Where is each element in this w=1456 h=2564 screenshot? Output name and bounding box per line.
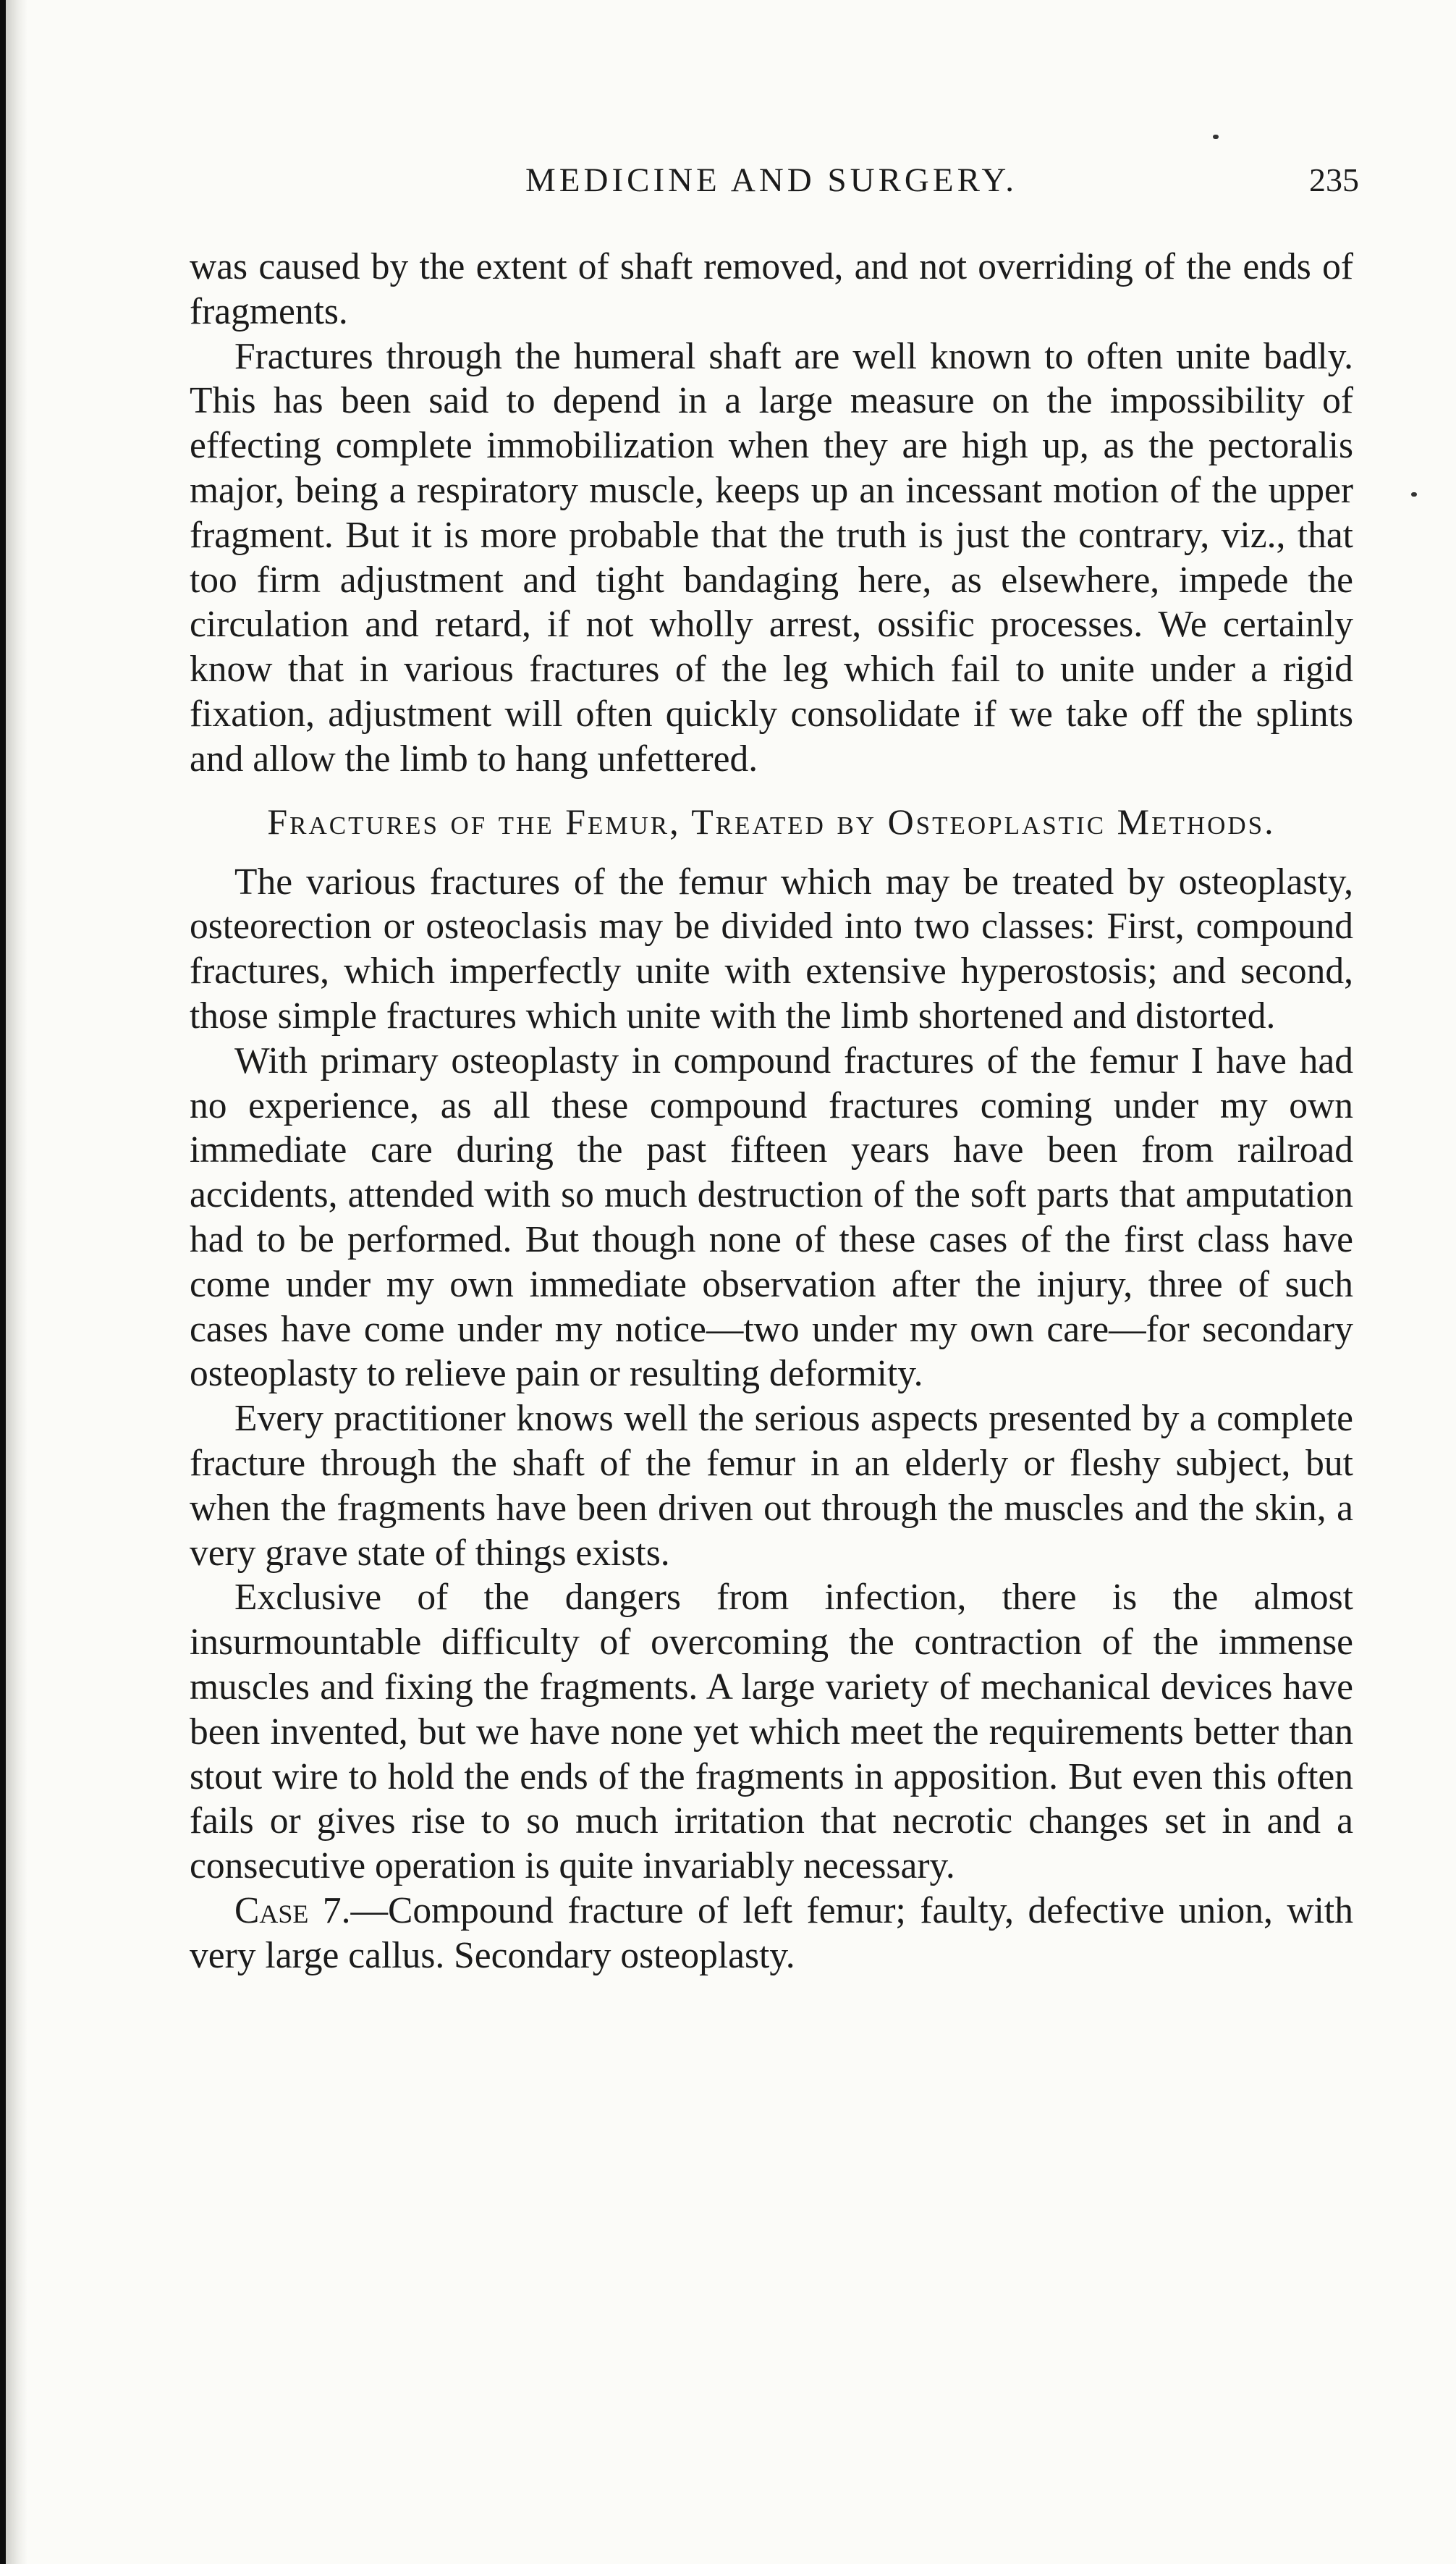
paragraph-femur-classes: The various fractures of the femur which may be treated by osteoplasty, osteorection or osteoclasis may be divided into two classes: First, compound fractures, which imperfectly unite with extensive hyperostosis; and second, those simple fractures which unite with the limb shortened and distorted. [190, 861, 1353, 1037]
running-title: MEDICINE AND SURGERY. [525, 161, 1017, 199]
binding-shadow [6, 0, 27, 2564]
paragraph-primary-osteoplasty: With primary osteoplasty in compound fractures of the femur I have had no experience, as all these compound fractures coming under my own immediate care during the past fifteen years have been from railroad accidents, attended with so much destruction of the soft parts that amputation had to be performed. But though none of these cases of the first class have come under my own immediate observation after the injury, three of such cases have come under my notice—two under my own care—for secondary osteoplasty to relieve pain or resulting deformity. [190, 1039, 1353, 1395]
binding-edge [0, 0, 6, 2564]
section-heading: Fractures of the Femur, Treated by Osteoplastic Methods. [267, 801, 1276, 842]
stray-ink-mark [1213, 135, 1219, 139]
paragraph-continuation: was caused by the extent of shaft removed, and not overriding of the ends of fragments. [190, 246, 1353, 332]
running-head [190, 161, 1359, 204]
stray-ink-mark [1411, 492, 1417, 497]
case-label: Case 7. [234, 1889, 351, 1931]
paragraph-practitioner: Every practitioner knows well the serious aspects presented by a complete fracture through the shaft of the femur in an elderly or fleshy subject, but when the fragments have been driven out through the muscles and the skin, a very grave state of things exists. [190, 1398, 1353, 1574]
paragraph-infection-dangers: Exclusive of the dangers from infection, there is the almost insurmountable difficulty of overcoming the contraction of the immense muscles and fixing the fragments. A large variety of mechanical devices have been invented, but we have none yet which meet the requirements better than stout wire to hold the ends of the fragments in apposition. But even this often fails or gives rise to so much irritation that necrotic changes set in and a consecutive operation is quite invariably necessary. [190, 1577, 1353, 1887]
page-number: 235 [1309, 161, 1359, 198]
body-text [190, 245, 1353, 1978]
paragraph-humeral-fractures: Fractures through the humeral shaft are well known to often unite badly. This has been said to depend in a large measure on the impossibility of effecting complete immobilization when they are high up, as the pectoralis major, being a respiratory muscle, keeps up an incessant motion of the upper fragment. But it is more probable that the truth is just the contrary, viz., that too firm adjustment and tight bandaging here, as elsewhere, impede the circulation and retard, if not wholly arrest, ossific processes. We certainly know that in various fractures of the leg which fail to unite under a rigid fixation, adjustment will often quickly consolidate if we take off the splints and allow the limb to hang unfettered. [190, 335, 1353, 780]
case-description: —Compound fracture of left femur; faulty, defective union, with very large callus. Secondary osteoplasty. [190, 1889, 1353, 1976]
case-entry [190, 1889, 1353, 1978]
